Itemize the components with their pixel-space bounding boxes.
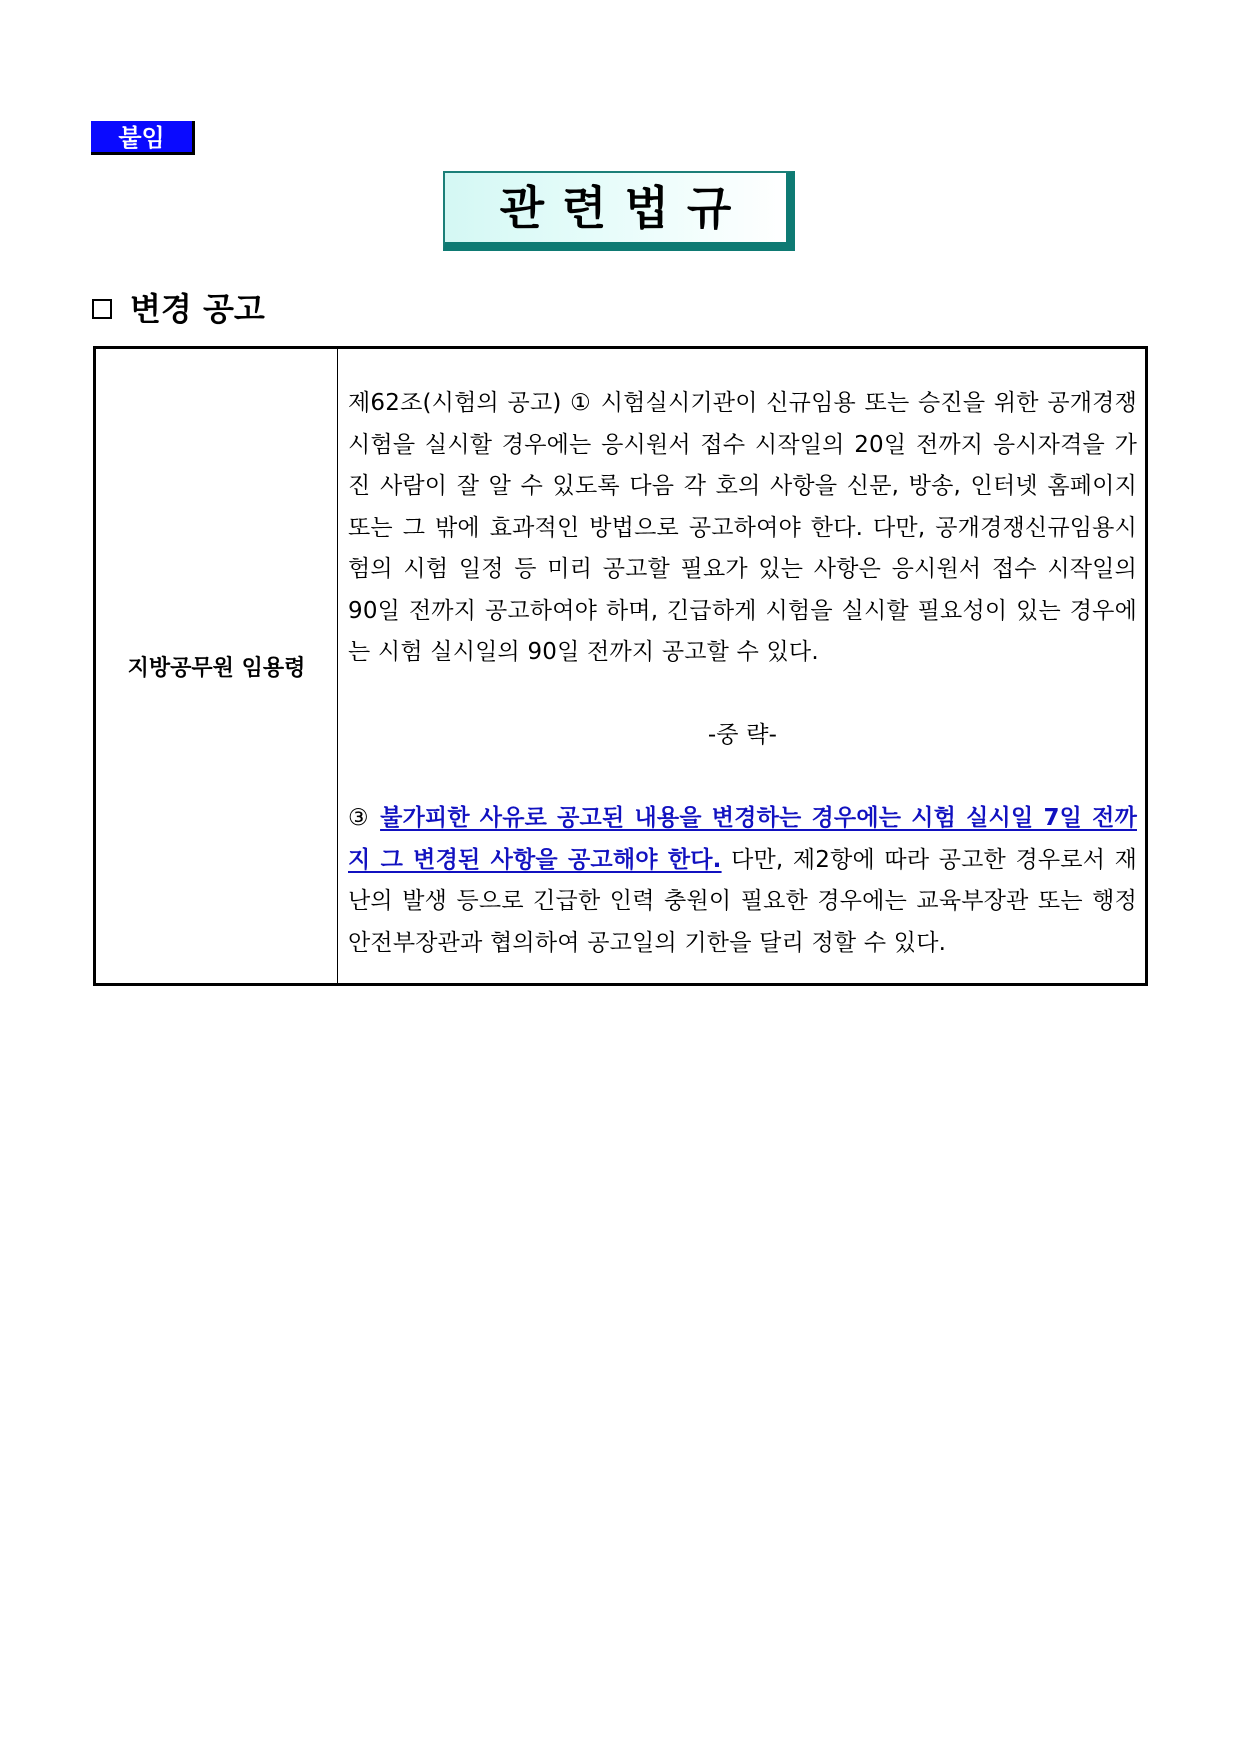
law-name-cell [96, 349, 338, 983]
article-paragraph-1: 제62조(시험의 공고) ① 시험실시기관이 신규임용 또는 승진을 위한 공개경쟁시험을 실시할 경우에는 응시원서 접수 시작일의 20일 전까지 응시자격을 가진 사람이 잘 알 수 있도록 다음 각 호의 사항을 신문, 방송, 인터넷 홈페이지 또는 그 밖에 효과적인 방법으로 공고하여야 한다. 다만, 공개경쟁신규임용시험의 시험 일정 등 미리 공고할 필요가 있는 사항은 응시원서 접수 시작일의 90일 전까지 공고하여야 하며, 긴급하게 시험을 실시할 필요성이 있는 경우에는 시험 실시일의 90일 전까지 공고할 수 있다. [348, 390, 1137, 665]
law-name: 지방공무원 임용령 [127, 655, 306, 681]
section-heading-label: 변경 공고 [130, 290, 265, 328]
page-title: 관련법규 [443, 171, 795, 251]
paragraph-3-rest: 다만, 제2항에 따라 공고한 경우로서 재난의 발생 등으로 긴급한 인력 충원이 필요한 경우에는 교육부장관 또는 행정안전부장관과 협의하여 공고일의 기한을 달리 정할 수 있다. [348, 846, 1137, 956]
paragraph-3-marker: ③ [348, 805, 371, 831]
paragraph-3-highlight: 불가피한 사유로 공고된 내용을 변경하는 경우에는 시험 실시일 7일 전까지 그 변경된 사항을 공고해야 한다. [348, 805, 1137, 873]
law-text-cell [338, 349, 1145, 983]
section-heading [92, 289, 265, 329]
attachment-badge: 붙임 [91, 121, 195, 155]
checkbox-square-icon [92, 299, 112, 319]
law-table [93, 346, 1148, 986]
article-paragraph-3 [348, 798, 1137, 964]
omission-marker: -중 략- [707, 722, 778, 748]
